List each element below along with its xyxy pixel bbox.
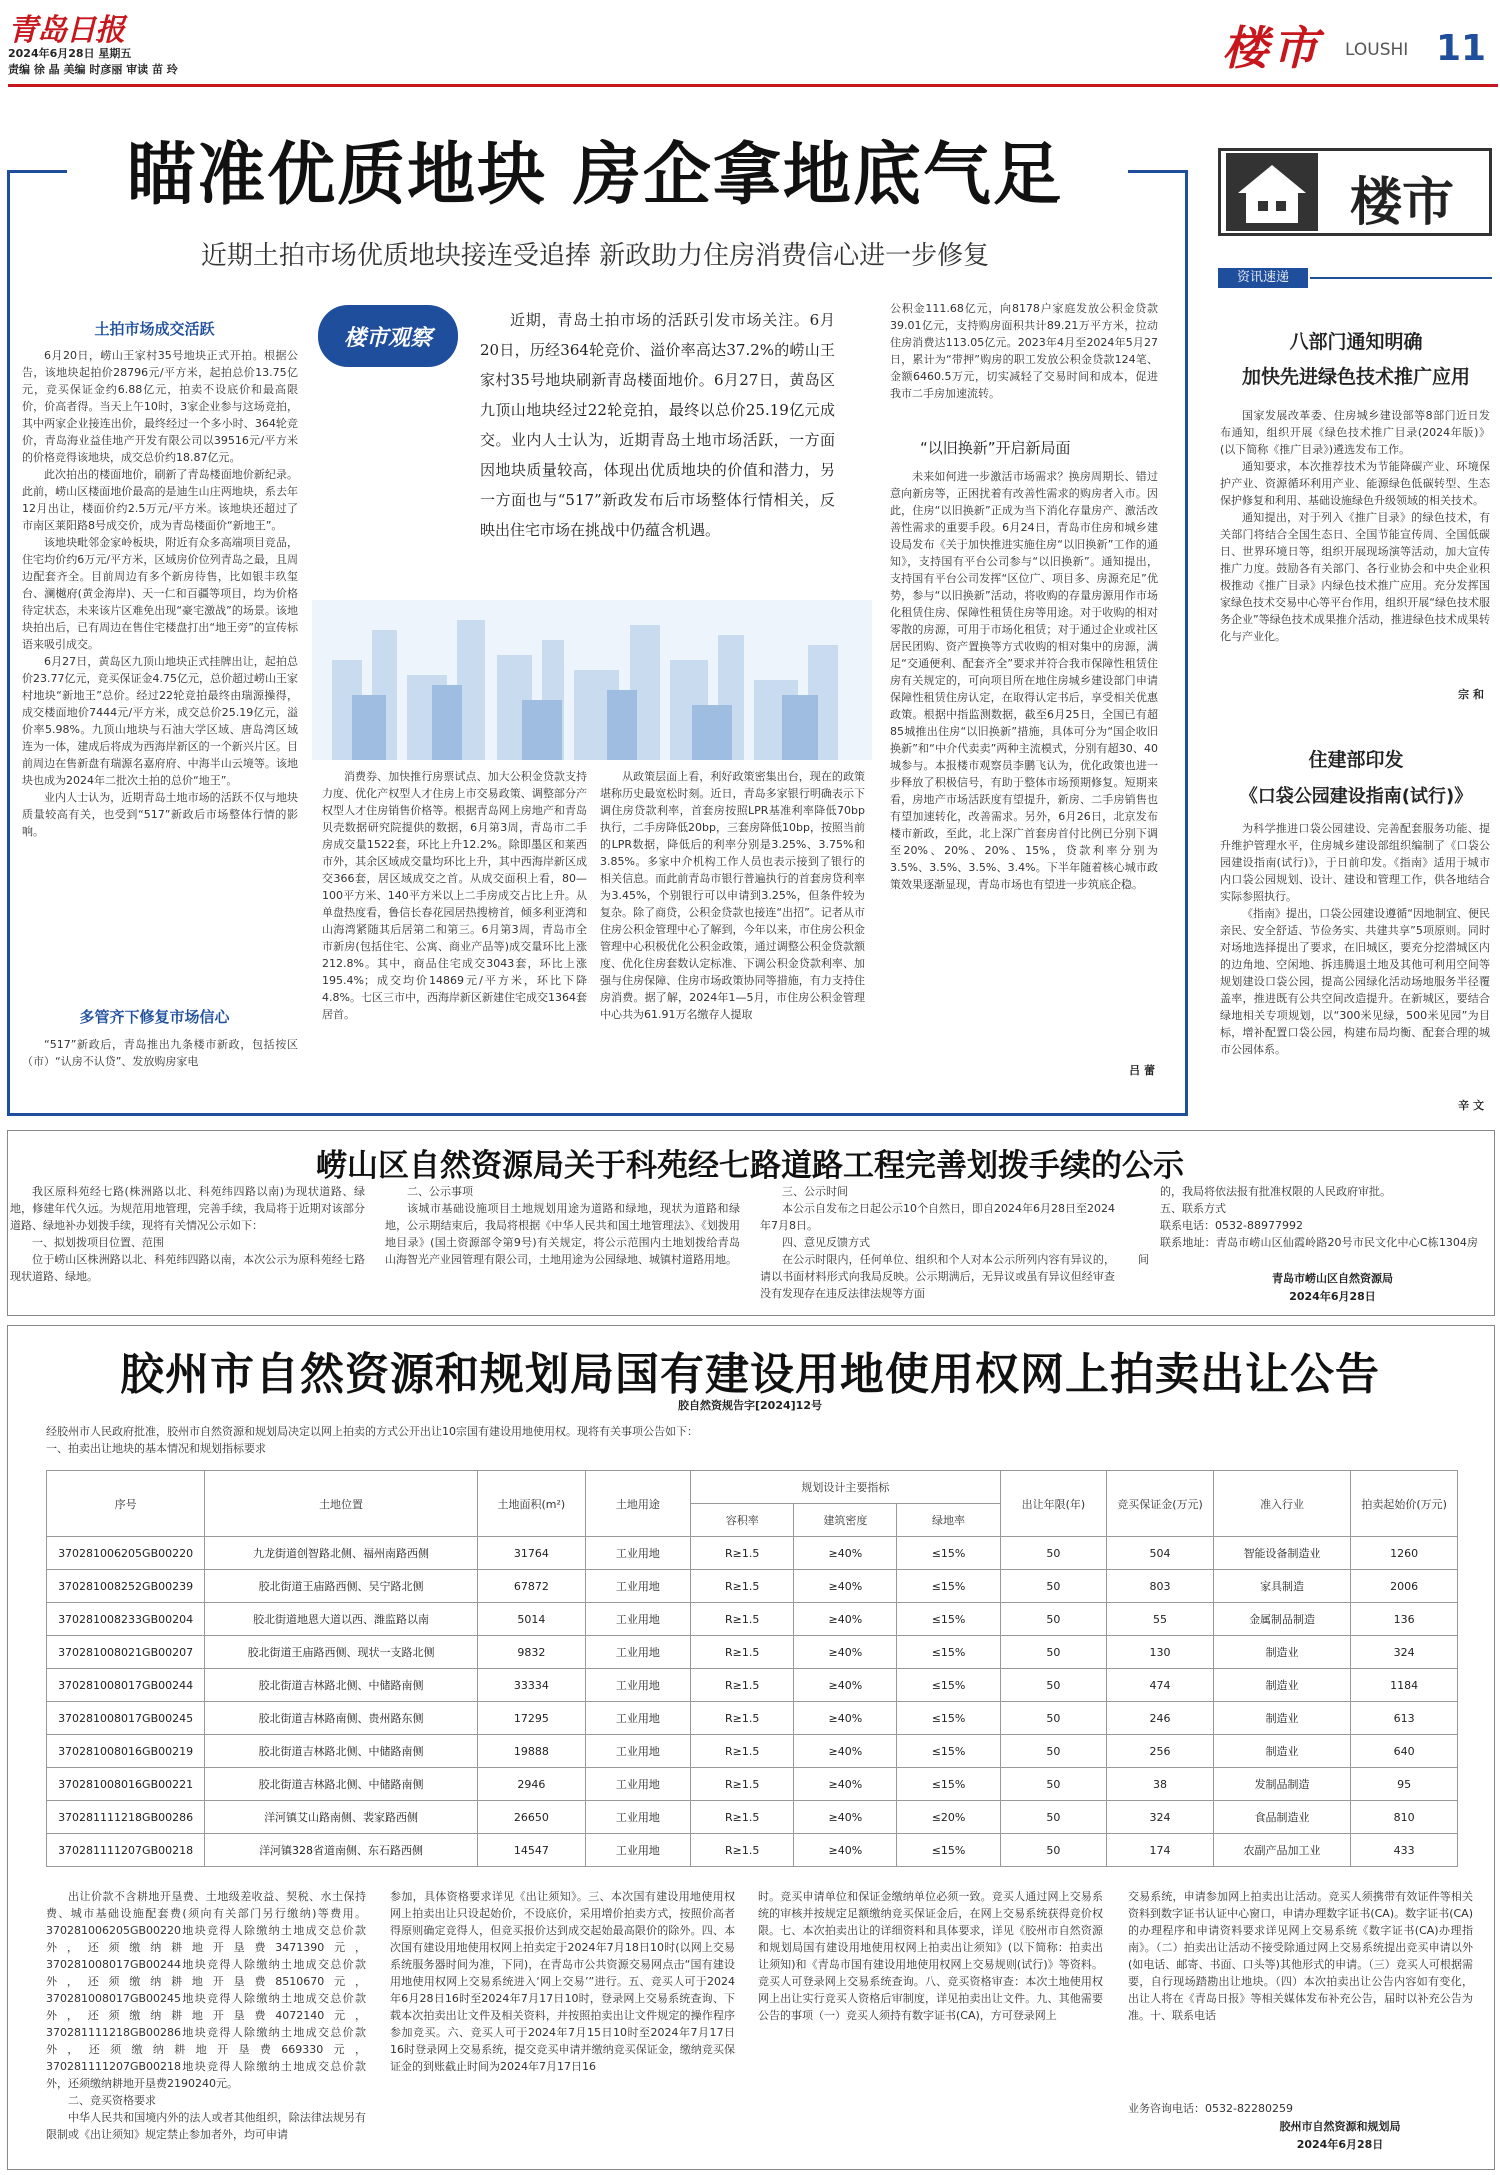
- table-cell: ≤15%: [897, 1537, 1000, 1570]
- table-cell: 50: [1000, 1735, 1107, 1768]
- notice2-col3: 时。竞买申请单位和保证金缴纳单位必须一致。竞买人通过网上交易系统的审核并按规定足额缴纳竞买保证金后，在网上交易系统获得竞价权限。七、本次拍卖出让的详细资料和具体要求，详见《胶州市自然资源和规划局国有建设用地使用权网上拍卖出让须知》(以下简称：拍卖出让须知)和《青岛市国有建设用地使用权网上交易规则(试行)》等资料。竞买人可登录网上交易系统查询。八、竞买资格审查：本次土地使用权网上出让实行竞买人资格后审制度，详见拍卖出让文件。九、其他需要公告的事项（一）竞买人须持有数字证书(CA)，方可登录网上: [758, 1890, 1103, 2022]
- table-cell: R≥1.5: [691, 1669, 794, 1702]
- news2-body: 为科学推进口袋公园建设、完善配套服务功能、提升维护管理水平，住房城乡建设部组织编制了《口袋公园建设指南(试行)》，于日前印发。《指南》适用于城市内口袋公园规划、设计、建设和管理工作，供各地结合实际参照执行。 《指南》提出，口袋公园建设遵循“因地制宜、便民亲民、安全舒适、节俭务实、共建共享”5项原则。同时对场地选择提出了要求，在旧城区，要充分挖潜城区内的边角地、空闲地、拆违腾退土地及其他可利用空间等规划建设口袋公园，提高公园绿化活动场地服务半径覆盖率，推进既有公共空间改造提升。在新城区，要结合绿地相关专项规划，以“300米见绿，500米见园”为目标，增补配置口袋公园，构建布局均衡、配套合理的城市公园体系。: [1220, 822, 1490, 1056]
- table-cell: 胶北街道王庙路西侧、现状一支路北侧: [205, 1636, 478, 1669]
- table-row: [47, 1669, 1458, 1702]
- table-cell: 发制品制造: [1213, 1768, 1351, 1801]
- table-cell: 胶北街道吉林路南侧、贵州路东侧: [205, 1702, 478, 1735]
- header-rule: [8, 84, 1498, 87]
- table-cell: 工业用地: [585, 1537, 690, 1570]
- frame-top-left: [7, 170, 67, 173]
- table-cell: 胶北街道王庙路西侧、吴宁路北侧: [205, 1570, 478, 1603]
- table-cell: ≥40%: [794, 1801, 897, 1834]
- table-cell: 制造业: [1213, 1735, 1351, 1768]
- table-cell: 504: [1107, 1537, 1214, 1570]
- table-cell: 246: [1107, 1702, 1214, 1735]
- col-header-term: 出让年限(年): [1000, 1471, 1107, 1537]
- table-cell: R≥1.5: [691, 1801, 794, 1834]
- table-cell: 474: [1107, 1669, 1214, 1702]
- city-skyline-illustration: [312, 600, 872, 760]
- table-cell: ≥40%: [794, 1768, 897, 1801]
- table-cell: ≥40%: [794, 1702, 897, 1735]
- sidebar-logo-text: 楼市: [1350, 172, 1455, 233]
- table-cell: 工业用地: [585, 1801, 690, 1834]
- table-cell: 50: [1000, 1768, 1107, 1801]
- notice2-col4: 交易系统，申请参加网上拍卖出让活动。竞买人须携带有效证件等相关资料到数字证书认证中心窗口，申请办理数字证书(CA)。数字证书(CA)的办理程序和申请资料要求详见网上交易系统《数字证书(CA)办理指南》。（二）拍卖出让活动不接受除通过网上交易系统提出竞买申请以外(如电话、邮寄、书面、口头等)其他形式的申请。（三）竞买人可根据需要，自行现场踏勘出让地块。（四）本次拍卖出让公告内容如有变化，出让人将在《青岛日报》等相关媒体发布补充公告，届时以补充公告为准。十、联系电话: [1128, 1890, 1473, 2022]
- house-icon: [1226, 153, 1318, 231]
- page-number: 11: [1436, 28, 1487, 69]
- notice2-col2: 参加，具体资格要求详见《出让须知》。三、本次国有建设用地使用权网上拍卖出让只设起始价，不设底价，采用增价拍卖方式，按照价高者得原则确定竞得人，但竞买报价达到成交起始最高限价的除外。四、本次国有建设用地使用权网上拍卖定于2024年7月18日10时(以网上交易系统服务器时间为准，下同)，在青岛市公共资源交易网点击“国有建设用地使用权网上交易系统进入‘网上交易’”进行。五、竞买人可于2024年6月28日16时至2024年7月17日10时，登录网上交易系统查询、下载本次拍卖出让文件及相关资料，并按照拍卖出让文件规定的操作程序参加竞买。六、竞买人可于2024年7月15日10时至2024年7月17日16时登录网上交易系统，提交竞买申请并缴纳竞买保证金，缴纳竞买保证金的到账截止时间为2024年7月17日16: [390, 1890, 735, 2073]
- table-cell: 370281008017GB00245: [47, 1702, 205, 1735]
- table-cell: 洋河镇328省道南侧、东石路西侧: [205, 1834, 478, 1867]
- table-cell: 胶北街道吉林路北侧、中储路南侧: [205, 1735, 478, 1768]
- table-cell: R≥1.5: [691, 1702, 794, 1735]
- table-cell: ≥40%: [794, 1636, 897, 1669]
- land-parcel-table: [46, 1470, 1458, 1867]
- table-cell: 370281008016GB00219: [47, 1735, 205, 1768]
- notice1-sign2: 2024年6月28日: [1289, 1290, 1376, 1303]
- table-cell: 38: [1107, 1768, 1214, 1801]
- section-english: LOUSHI: [1345, 40, 1409, 60]
- table-cell: 1184: [1351, 1669, 1458, 1702]
- table-cell: 2006: [1351, 1570, 1458, 1603]
- table-cell: 370281008252GB00239: [47, 1570, 205, 1603]
- heading-market-confidence: 多管齐下修复市场信心: [79, 1008, 230, 1026]
- table-cell: ≥40%: [794, 1735, 897, 1768]
- table-cell: 433: [1351, 1834, 1458, 1867]
- table-cell: ≤15%: [897, 1702, 1000, 1735]
- col-header-far: 容积率: [691, 1504, 794, 1537]
- table-cell: 工业用地: [585, 1636, 690, 1669]
- col-header-industry: 准入行业: [1213, 1471, 1351, 1537]
- lead-col3: 从政策层面上看，利好政策密集出台，现在的政策堪称历史最宽松时刻。近日，青岛多家银行明确表示下调住房贷款利率，首套房按照LPR基准利率降低70bp执行，二手房降低20bp，三套房降低10bp，按照当前的LPR数据，降低后的利率分别是3.25%、3.75%和3.85%。多家中介机构工作人员也表示接到了银行的相关信息。而此前青岛市银行普遍执行的首套房贷利率为3.45%，个别银行可以申请到3.25%，但条件较为复杂。除了商贷，公积金贷款也接连“出招”。记者从市住房公积金管理中心了解到，今年以来，市住房公积金管理中心积极优化公积金政策，通过调整公积金贷款额度、优化住房套数认定标准、下调公积金贷款利率、加强与住房保障、住房市场政策协同等措施，有力支持住房消费。据了解，2024年1—5月，市住房公积金管理中心共为61.91万名缴存人提取: [600, 770, 865, 1021]
- notice1-sign1: 青岛市崂山区自然资源局: [1272, 1272, 1393, 1285]
- table-cell: 胶北街道吉林路北侧、中储路南侧: [205, 1768, 478, 1801]
- table-cell: 制造业: [1213, 1702, 1351, 1735]
- table-cell: 810: [1351, 1801, 1458, 1834]
- heading-land-auction: 土拍市场成交活跃: [94, 320, 215, 338]
- table-cell: 324: [1351, 1636, 1458, 1669]
- table-cell: 50: [1000, 1834, 1107, 1867]
- lead-subtitle: 近期土拍市场优质地块接连受追捧 新政助力住房消费信心进一步修复: [200, 241, 990, 271]
- table-cell: R≥1.5: [691, 1834, 794, 1867]
- table-cell: 370281008021GB00207: [47, 1636, 205, 1669]
- lead-col1-tail: “517”新政后，青岛推出九条楼市新政，包括按区（市）“认房不认贷”、发放购房家电: [22, 1038, 298, 1068]
- table-cell: 50: [1000, 1570, 1107, 1603]
- table-row: [47, 1570, 1458, 1603]
- table-cell: 1260: [1351, 1537, 1458, 1570]
- col-header-no: 序号: [47, 1471, 205, 1537]
- table-cell: 50: [1000, 1801, 1107, 1834]
- table-row: [47, 1768, 1458, 1801]
- table-cell: 174: [1107, 1834, 1214, 1867]
- table-cell: ≤15%: [897, 1636, 1000, 1669]
- lead-col4-top: 公积金111.68亿元，向8178户家庭发放公积金贷款39.01亿元，支持购房面积共计89.21万平方米，拉动住房消费达113.05亿元。2023年4月至2024年5月27日，累计为“带押”购房的职工发放公积金贷款124笔、金额6460.5万元，切实减轻了交易时间和成本，促进我市二手房加速流转。: [890, 302, 1158, 400]
- table-cell: 50: [1000, 1669, 1107, 1702]
- table-cell: 55: [1107, 1603, 1214, 1636]
- table-cell: 17295: [477, 1702, 585, 1735]
- notice2-contact: 业务咨询电话：0532-82280259: [1128, 2102, 1293, 2115]
- notice1-col4: 的，我局将依法报有批准权限的人民政府审批。 五、联系方式 联系电话：0532-88977992 联系地址：青岛市崂山区仙霞岭路20号市民文化中心C栋1304房间: [1138, 1185, 1478, 1265]
- col-header-area: 土地面积(m²): [477, 1471, 585, 1537]
- notice2-doc-number: 胶自然资规告字[2024]12号: [678, 1399, 822, 1412]
- table-cell: 26650: [477, 1801, 585, 1834]
- col-header-density: 建筑密度: [794, 1504, 897, 1537]
- table-cell: ≤15%: [897, 1768, 1000, 1801]
- notice1-col2: 二、公示事项 该城市基础设施项目土地规划用途为道路和绿地，现状为道路和绿地，公示期结束后，我局将根据《中华人民共和国土地管理法》、《划拨用地目录》(国土资源部令第9号)有关规定，将公示范围内土地划拨给青岛山海智光产业园管理有限公司，土地用途为公园绿地、城镇村道路用地。: [385, 1185, 740, 1266]
- table-cell: 50: [1000, 1603, 1107, 1636]
- news1-body: 国家发展改革委、住房城乡建设部等8部门近日发布通知，组织开展《绿色技术推广目录(2024年版)》(以下简称《推广目录》)遴选发布工作。 通知要求，本次推荐技术为节能降碳产业、环境保护产业、资源循环利用产业、能源绿色低碳转型、生态保护修复和利用、基础设施绿色升级领域的相关技术。 通知提出，对于列入《推广目录》的绿色技术，有关部门将结合全国生态日、全国节能宣传周、全国低碳日、世界环境日等，组织开展现场演等活动，加大宣传推广力度。鼓励各有关部门、各行业协会和中央企业积极推动《推广目录》内绿色技术推广应用。充分发挥国家绿色技术交易中心等平台作用，组织开展“绿色技术服务企业”等绿色技术成果推介活动，推进绿色技术成果转化与产业化。: [1220, 409, 1490, 643]
- table-row: [47, 1735, 1458, 1768]
- table-row: [47, 1636, 1458, 1669]
- table-cell: 803: [1107, 1570, 1214, 1603]
- table-cell: R≥1.5: [691, 1537, 794, 1570]
- col-header-use: 土地用途: [585, 1471, 690, 1537]
- notice2-intro: 经胶州市人民政府批准，胶州市自然资源和规划局决定以网上拍卖的方式公开出让10宗国有建设用地使用权。现将有关事项公告如下：: [46, 1425, 698, 1438]
- table-cell: ≤20%: [897, 1801, 1000, 1834]
- table-row: [47, 1537, 1458, 1570]
- frame-top-right: [1128, 170, 1188, 173]
- col-header-start-price: 拍卖起始价(万元): [1351, 1471, 1458, 1537]
- table-cell: 50: [1000, 1702, 1107, 1735]
- news2-title2: 《口袋公园建设指南(试行)》: [1239, 786, 1473, 807]
- lead-headline: 瞄准优质地块 房企拿地底气足: [127, 135, 1063, 215]
- table-cell: R≥1.5: [691, 1570, 794, 1603]
- table-cell: R≥1.5: [691, 1768, 794, 1801]
- table-cell: 5014: [477, 1603, 585, 1636]
- table-cell: 胶北街道地恩大道以西、潍监路以南: [205, 1603, 478, 1636]
- news-flash-rule: [1310, 277, 1492, 279]
- col-header-deposit: 竞买保证金(万元): [1107, 1471, 1214, 1537]
- table-cell: 33334: [477, 1669, 585, 1702]
- table-cell: 洋河镇艾山路南侧、裴家路西侧: [205, 1801, 478, 1834]
- table-cell: 130: [1107, 1636, 1214, 1669]
- table-cell: ≥40%: [794, 1834, 897, 1867]
- table-cell: ≥40%: [794, 1537, 897, 1570]
- table-cell: 2946: [477, 1768, 585, 1801]
- table-cell: 370281008017GB00244: [47, 1669, 205, 1702]
- news1-title1: 八部门通知明确: [1289, 331, 1423, 353]
- table-cell: 工业用地: [585, 1834, 690, 1867]
- market-observation-badge: 楼市观察: [318, 305, 458, 367]
- notice1-col3: 三、公示时间 本公示自发布之日起公示10个自然日，即自2024年6月28日至2024年7月8日。 四、意见反馈方式 在公示时限内，任何单位、组织和个人对本公示所列内容有异议的，请以书面材料形式向我局反映。公示期满后，无异议或虽有异议但经审查没有发现存在违反法律法规等方面: [760, 1185, 1115, 1300]
- table-cell: 370281111218GB00286: [47, 1801, 205, 1834]
- news1-title2: 加快先进绿色技术推广应用: [1241, 366, 1470, 388]
- col-header-green: 绿地率: [897, 1504, 1000, 1537]
- issue-date: 2024年6月28日 星期五: [8, 47, 132, 60]
- table-cell: 农副产品加工业: [1213, 1834, 1351, 1867]
- table-cell: 19888: [477, 1735, 585, 1768]
- lead-col2: 消费券、加快推行房票试点、加大公积金贷款支持力度、优化产权型人才住房上市交易政策、调整部分产权型人才住房销售价格等。根据青岛网上房地产和青岛贝壳数据研究院提供的数据，6月第3周，青岛市二手房成交量1522套，环比上升12.2%。除即墨区和莱西市外，其余区域成交量均环比上升，其中西海岸新区成交366套，居区域成交之首。从成交面积上看，80—100平方米、140平方米以上二手房成交占比上升。从单盘热度看，鲁信长春花园居热搜榜首，倾多利亚湾和山海湾紧随其后居第二和第三。6月第3周，青岛市全市新房(包括住宅、公寓、商业产品等)成交量环比上涨212.8%。其中，商品住宅成交3043套，环比上涨195.4%；成交均价14869元/平方米，环比下降4.8%。七区三市中，西海岸新区新建住宅成交1364套居首。: [322, 770, 587, 1021]
- section-title: 楼市: [1222, 21, 1322, 75]
- table-cell: 640: [1351, 1735, 1458, 1768]
- table-cell: R≥1.5: [691, 1735, 794, 1768]
- table-cell: 613: [1351, 1702, 1458, 1735]
- table-cell: 370281008233GB00204: [47, 1603, 205, 1636]
- table-cell: ≤15%: [897, 1603, 1000, 1636]
- table-cell: ≤15%: [897, 1570, 1000, 1603]
- table-cell: 胶北街道吉林路北侧、中储路南侧: [205, 1669, 478, 1702]
- table-cell: 工业用地: [585, 1603, 690, 1636]
- notice1-col1: 我区原科苑经七路(株洲路以北、科苑纬四路以南)为现状道路、绿地，修建年代久远。为规范用地管理，完善手续，我局将于近期对该部分道路、绿地补办划拨手续，现将有关情况公示如下： 一、拟划拨项目位置、范围 位于崂山区株洲路以北、科苑纬四路以南，本次公示为原科苑经七路现状道路、绿地。: [10, 1185, 365, 1283]
- news2-title1: 住建部印发: [1308, 749, 1404, 771]
- news2-sign: 辛 文: [1458, 1099, 1484, 1112]
- notice2-col1: 出让价款不含耕地开垦费、土地级差收益、契税、水土保持费、城市基础设施配套费(须向有关部门另行缴纳)等费用。370281006205GB00220地块竞得人除缴纳土地成交总价款外，还须缴纳耕地开垦费3471390元，370281008017GB00244地块竞得人除缴纳土地成交总价款外，还须缴纳耕地开垦费8510670元，370281008017GB00245地块竞得人除缴纳土地成交总价款外，还须缴纳耕地开垦费4072140元，370281111218GB00286地块竞得人除缴纳土地成交总价款外，还须缴纳耕地开垦费669330元，370281111207GB00218地块竞得人除缴纳土地成交总价款外，还须缴纳耕地开垦费2190240元。 二、竞买资格要求 中华人民共和国境内外的法人或者其他组织，除法律法规另有限制或《出让须知》规定禁止参加者外，均可申请: [46, 1890, 366, 2141]
- lead-col4-body: 未来如何进一步激活市场需求？换房周期长、错过意向新房等，正困扰着有改善性需求的购房者入市。因此，住房“以旧换新”正成为当下消化存量房产、激活改善性需求的重要手段。6月24日，青岛市住房和城乡建设局发布《关于加快推进实施住房“以旧换新”工作的通知》，支持国有平台公司参与“以旧换新”。通知提出，支持国有平台公司发挥“区位广、项目多、房源充足”优势，参与“以旧换新”活动，将收购的存量房源用作市场化租赁住房、保障性租赁住房等用途。对于收购的相对零散的房源，可用于市场化租赁；对于通过企业或社区居民团购、资产置换等方式收购的相对集中的房源，满足“交通便利、配套齐全”要求并符合我市保障性租赁住房有关规定的，可向项目所在地住房城乡建设部门申请保障性租赁住房认定，在取得认定书后，享受相关优惠政策。根据中指监测数据，截至6月25日，全国已有超85城推出住房“以旧换新”措施，具体可分为“国企收旧换新”和“中介代卖卖”两种主流模式，分别有超30、40城参与。本报楼市观察员李鹏飞认为，优化政策也进一步释放了积极信号，有助于整体市场预期修复。短期来看，房地产市场活跃度有望提升，新房、二手房销售也有望加速转化，改善需求。另外，6月26日，北京发布楼市新政，至此，北上深广首套房首付比例已分别下调至20%、20%、20%、15%，贷款利率分别为3.5%、3.5%、3.5%、3.4%。下半年随着核心城市政策效果逐渐显现，青岛市场也有望进一步筑底企稳。: [890, 470, 1158, 891]
- table-cell: ≤15%: [897, 1834, 1000, 1867]
- table-cell: 31764: [477, 1537, 585, 1570]
- table-cell: 256: [1107, 1735, 1214, 1768]
- table-cell: 50: [1000, 1537, 1107, 1570]
- table-row: [47, 1603, 1458, 1636]
- notice2-sign1: 胶州市自然资源和规划局: [1279, 2120, 1401, 2133]
- col-header-planning: 规划设计主要指标: [691, 1471, 1000, 1504]
- table-cell: 九龙街道创智路北侧、福州南路西侧: [205, 1537, 478, 1570]
- table-cell: 智能设备制造业: [1213, 1537, 1351, 1570]
- col-header-location: 土地位置: [205, 1471, 478, 1537]
- table-cell: ≤15%: [897, 1735, 1000, 1768]
- table-cell: 370281008016GB00221: [47, 1768, 205, 1801]
- table-cell: 95: [1351, 1768, 1458, 1801]
- lead-col1-body: 6月20日，崂山王家村35号地块正式开拍。根据公告，该地块起拍价28796元/平方米，起拍总价13.75亿元，竞买保证金约6.88亿元，拍卖不设底价和最高限价，价高者得。当天上午10时，3家企业参与这场竞拍，其中两家企业接连出价，最终经过一个多小时、364轮竞价，青岛海业益佳地产开发有限公司以39516元/平方米的价格竞得该地块，成交总价约18.87亿元。 此次拍出的楼面地价，刷新了青岛楼面地价新纪录。此前，崂山区楼面地价最高的是迪生山庄两地块，系去年12月出让，楼面价约2.5万元/平方米。该地块还超过了市南区莱阳路8号成交价，成为青岛楼面价“新地王”。 该地块毗邻金家岭板块，附近有众多高端项目竞品，住宅均价约6万元/平方米，区域房价位列青岛之最，且周边配套齐全。目前周边有多个新房待售，比如银丰玖玺台、澜樾府(黄金海岸)、天一仁和百疆等项目，均为价格待定状态，未来该片区难免出现“豪宅激战”的场景。该地块拍出后，已有周边在售住宅楼盘打出“地王旁”的宣传标语来吸引成交。 6月27日，黄岛区九顶山地块正式挂牌出让，起拍总价23.77亿元，竞买保证金4.75亿元，总价超过崂山王家村地块“新地王”总价。经过22轮竞拍最终由瑞源操得，成交楼面地价7444元/平方米，成交总价25.19亿元，溢价率5.98%。九顶山地块与石油大学区域、唐岛湾区域连为一体，建成后将成为西海岸新区的一个新兴片区。目前周边在售新盘有瑞源名嘉府府、中海半山云境等。该地块也成为2024年二批次土拍的总价“地王”。 业内人士认为，近期青岛土地市场的活跃不仅与地块质量较高有关，也受到“517”新政后市场整体行情的影响。: [22, 349, 298, 838]
- table-cell: 工业用地: [585, 1669, 690, 1702]
- news-flash-tag: 资讯速递: [1218, 268, 1308, 288]
- table-cell: R≥1.5: [691, 1603, 794, 1636]
- heading-trade-in: “以旧换新”开启新局面: [920, 439, 1071, 457]
- lead-intro: 近期，青岛土拍市场的活跃引发市场关注。6月20日，历经364轮竞价、溢价率高达37.2%的崂山王家村35号地块刷新青岛楼面地价。6月27日，黄岛区九顶山地块经过22轮竞拍，最终以总价25.19亿元成交。业内人士认为，近期青岛土地市场活跃，一方面因地块质量较高，体现出优质地块的价值和潜力，另一方面也与“517”新政发布后市场整体行情相关，反映出住宅市场在挑战中仍蕴含机遇。: [480, 311, 835, 539]
- table-cell: R≥1.5: [691, 1636, 794, 1669]
- lead-byline: 吕 蕾: [1129, 1064, 1155, 1077]
- notice1-title: 崂山区自然资源局关于科苑经七路道路工程完善划拨手续的公示: [316, 1148, 1184, 1184]
- table-cell: ≥40%: [794, 1669, 897, 1702]
- table-cell: 制造业: [1213, 1669, 1351, 1702]
- table-row: [47, 1702, 1458, 1735]
- table-cell: ≥40%: [794, 1603, 897, 1636]
- table-cell: 工业用地: [585, 1768, 690, 1801]
- table-cell: 370281111207GB00218: [47, 1834, 205, 1867]
- table-cell: 324: [1107, 1801, 1214, 1834]
- table-cell: 制造业: [1213, 1636, 1351, 1669]
- editor-line: 责编 徐 晶 美编 时彦丽 审读 苗 玲: [8, 63, 178, 76]
- table-cell: ≥40%: [794, 1570, 897, 1603]
- table-cell: 136: [1351, 1603, 1458, 1636]
- table-cell: 食品制造业: [1213, 1801, 1351, 1834]
- table-row: [47, 1801, 1458, 1834]
- table-cell: 9832: [477, 1636, 585, 1669]
- notice2-section1: 一、拍卖出让地块的基本情况和规划指标要求: [46, 1442, 266, 1455]
- table-cell: 工业用地: [585, 1570, 690, 1603]
- table-cell: 工业用地: [585, 1702, 690, 1735]
- table-cell: 工业用地: [585, 1735, 690, 1768]
- table-cell: 370281006205GB00220: [47, 1537, 205, 1570]
- table-cell: ≤15%: [897, 1669, 1000, 1702]
- notice2-sign2: 2024年6月28日: [1296, 2138, 1384, 2151]
- table-cell: 50: [1000, 1636, 1107, 1669]
- newspaper-logo: 青岛日报: [8, 13, 124, 48]
- table-cell: 家具制造: [1213, 1570, 1351, 1603]
- table-cell: 67872: [477, 1570, 585, 1603]
- news1-sign: 宗 和: [1458, 688, 1484, 701]
- table-cell: 金属制品制造: [1213, 1603, 1351, 1636]
- table-row: [47, 1834, 1458, 1867]
- table-cell: 14547: [477, 1834, 585, 1867]
- notice2-title: 胶州市自然资源和规划局国有建设用地使用权网上拍卖出让公告: [120, 1349, 1380, 1400]
